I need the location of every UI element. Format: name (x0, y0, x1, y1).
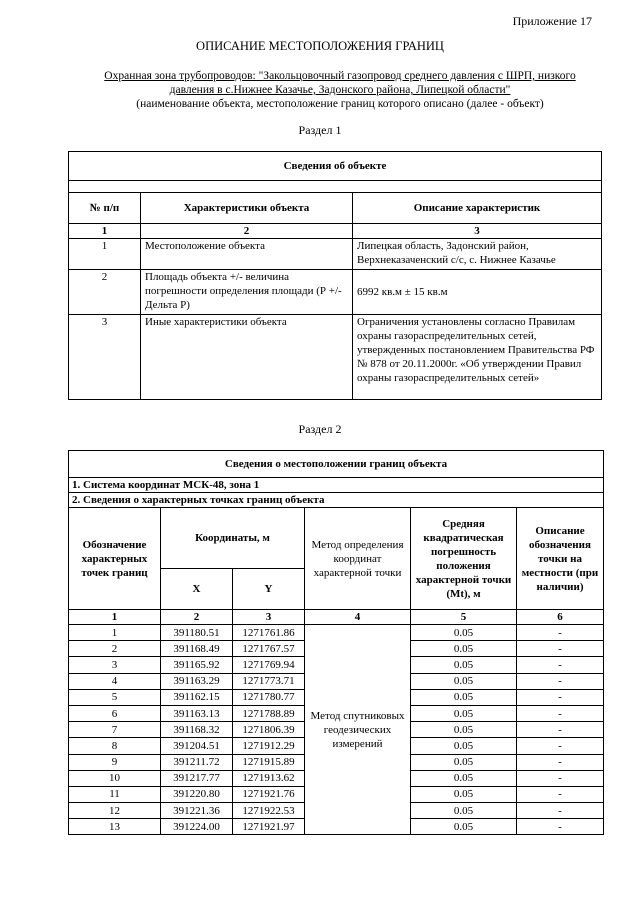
header-characteristic: Характеристики объекта (141, 193, 353, 224)
object-name-note: (наименование объекта, местоположение границ которого описано (далее - объект) (136, 98, 544, 110)
row-characteristic: Местоположение объекта (141, 239, 353, 270)
point-x: 391165.92 (161, 657, 233, 673)
row-description: Ограничения установлены согласно Правилам охраны газораспределительных сетей, утвержденных постановлением Правительства РФ № 878 от 20.11.2000г. «Об утверждении Правил охраны газораспределительных сетей» (353, 315, 602, 400)
point-number: 2 (69, 641, 161, 657)
point-y: 1271922.53 (233, 803, 305, 819)
point-y: 1271913.62 (233, 770, 305, 786)
object-name-line-2: давления в с.Нижнее Казачье, Задонского района, Липецкой области" (169, 84, 511, 96)
index-cell: 2 (161, 610, 233, 625)
object-info-table (68, 151, 602, 400)
point-x: 391168.32 (161, 722, 233, 738)
point-mt: 0.05 (411, 673, 517, 689)
boundary-table-title: Сведения о местоположении границ объекта (69, 451, 604, 478)
point-description: - (517, 803, 604, 819)
point-number: 13 (69, 819, 161, 835)
point-description: - (517, 705, 604, 721)
point-description: - (517, 819, 604, 835)
row-description: Липецкая область, Задонский район, Верхнеказаченский с/с, с. Нижнее Казачье (353, 239, 602, 270)
point-number: 6 (69, 705, 161, 721)
point-x: 391162.15 (161, 689, 233, 705)
index-cell: 1 (69, 610, 161, 625)
section-2-label: Раздел 2 (298, 422, 342, 436)
index-cell: 3 (353, 224, 602, 239)
point-mt: 0.05 (411, 770, 517, 786)
header-y: Y (233, 569, 305, 610)
spacer-row (69, 181, 602, 193)
object-description (70, 69, 610, 111)
point-description: - (517, 689, 604, 705)
section-1-label: Раздел 1 (298, 123, 342, 137)
object-name-line-1: Охранная зона трубопроводов: "Закольцовочный газопровод среднего давления с ШРП, низкого (104, 70, 576, 82)
point-number: 1 (69, 625, 161, 641)
point-y: 1271806.39 (233, 722, 305, 738)
point-mt: 0.05 (411, 786, 517, 802)
table-row (69, 625, 604, 641)
header-point: Обозначение характерных точек границ (69, 508, 161, 610)
index-cell: 1 (69, 224, 141, 239)
points-title: 2. Сведения о характерных точках границ объекта (69, 493, 604, 508)
header-mt: Средняя квадратическая погрешность положения характерной точки (Mt), м (411, 508, 517, 610)
row-num: 2 (69, 270, 141, 315)
point-y: 1271915.89 (233, 754, 305, 770)
row-num: 3 (69, 315, 141, 400)
point-mt: 0.05 (411, 722, 517, 738)
point-x: 391224.00 (161, 819, 233, 835)
point-y: 1271767.57 (233, 641, 305, 657)
point-y: 1271773.71 (233, 673, 305, 689)
point-number: 12 (69, 803, 161, 819)
index-cell: 6 (517, 610, 604, 625)
point-number: 3 (69, 657, 161, 673)
point-x: 391221.36 (161, 803, 233, 819)
header-point-description: Описание обозначения точки на местности (при наличии) (517, 508, 604, 610)
point-description: - (517, 722, 604, 738)
point-number: 10 (69, 770, 161, 786)
point-y: 1271912.29 (233, 738, 305, 754)
point-mt: 0.05 (411, 625, 517, 641)
point-mt: 0.05 (411, 657, 517, 673)
index-cell: 3 (233, 610, 305, 625)
point-mt: 0.05 (411, 819, 517, 835)
point-number: 4 (69, 673, 161, 689)
point-description: - (517, 770, 604, 786)
point-y: 1271788.89 (233, 705, 305, 721)
row-characteristic: Иные характеристики объекта (141, 315, 353, 400)
point-description: - (517, 657, 604, 673)
index-cell: 2 (141, 224, 353, 239)
point-description: - (517, 754, 604, 770)
header-num: № п/п (69, 193, 141, 224)
point-x: 391163.13 (161, 705, 233, 721)
point-y: 1271921.97 (233, 819, 305, 835)
point-number: 5 (69, 689, 161, 705)
point-mt: 0.05 (411, 705, 517, 721)
point-mt: 0.05 (411, 754, 517, 770)
point-x: 391163.29 (161, 673, 233, 689)
point-mt: 0.05 (411, 689, 517, 705)
point-x: 391211.72 (161, 754, 233, 770)
point-x: 391204.51 (161, 738, 233, 754)
row-num: 1 (69, 239, 141, 270)
point-x: 391220.80 (161, 786, 233, 802)
point-number: 9 (69, 754, 161, 770)
point-number: 7 (69, 722, 161, 738)
point-description: - (517, 673, 604, 689)
appendix-label: Приложение 17 (512, 14, 592, 28)
point-number: 8 (69, 738, 161, 754)
coordinate-system: 1. Система координат МСК-48, зона 1 (69, 478, 604, 493)
header-description: Описание характеристик (353, 193, 602, 224)
object-info-title: Сведения об объекте (69, 152, 602, 181)
boundary-points-table (68, 450, 604, 835)
point-number: 11 (69, 786, 161, 802)
table-row (69, 239, 602, 270)
point-mt: 0.05 (411, 803, 517, 819)
method-cell: Метод спутниковых геодезических измерений (305, 625, 411, 835)
point-y: 1271921.76 (233, 786, 305, 802)
header-coordinates: Координаты, м (161, 508, 305, 569)
index-cell: 4 (305, 610, 411, 625)
point-x: 391217.77 (161, 770, 233, 786)
point-description: - (517, 786, 604, 802)
row-characteristic: Площадь объекта +/- величина погрешности определения площади (Р +/- Дельта Р) (141, 270, 353, 315)
point-y: 1271780.77 (233, 689, 305, 705)
point-y: 1271761.86 (233, 625, 305, 641)
point-description: - (517, 641, 604, 657)
header-x: X (161, 569, 233, 610)
header-method: Метод определения координат характерной точки (305, 508, 411, 610)
table-row (69, 315, 602, 400)
point-mt: 0.05 (411, 641, 517, 657)
document-title: ОПИСАНИЕ МЕСТОПОЛОЖЕНИЯ ГРАНИЦ (196, 39, 444, 53)
index-cell: 5 (411, 610, 517, 625)
point-y: 1271769.94 (233, 657, 305, 673)
point-mt: 0.05 (411, 738, 517, 754)
row-description: 6992 кв.м ± 15 кв.м (353, 270, 602, 315)
point-description: - (517, 625, 604, 641)
point-description: - (517, 738, 604, 754)
table-row (69, 270, 602, 315)
point-x: 391168.49 (161, 641, 233, 657)
point-x: 391180.51 (161, 625, 233, 641)
